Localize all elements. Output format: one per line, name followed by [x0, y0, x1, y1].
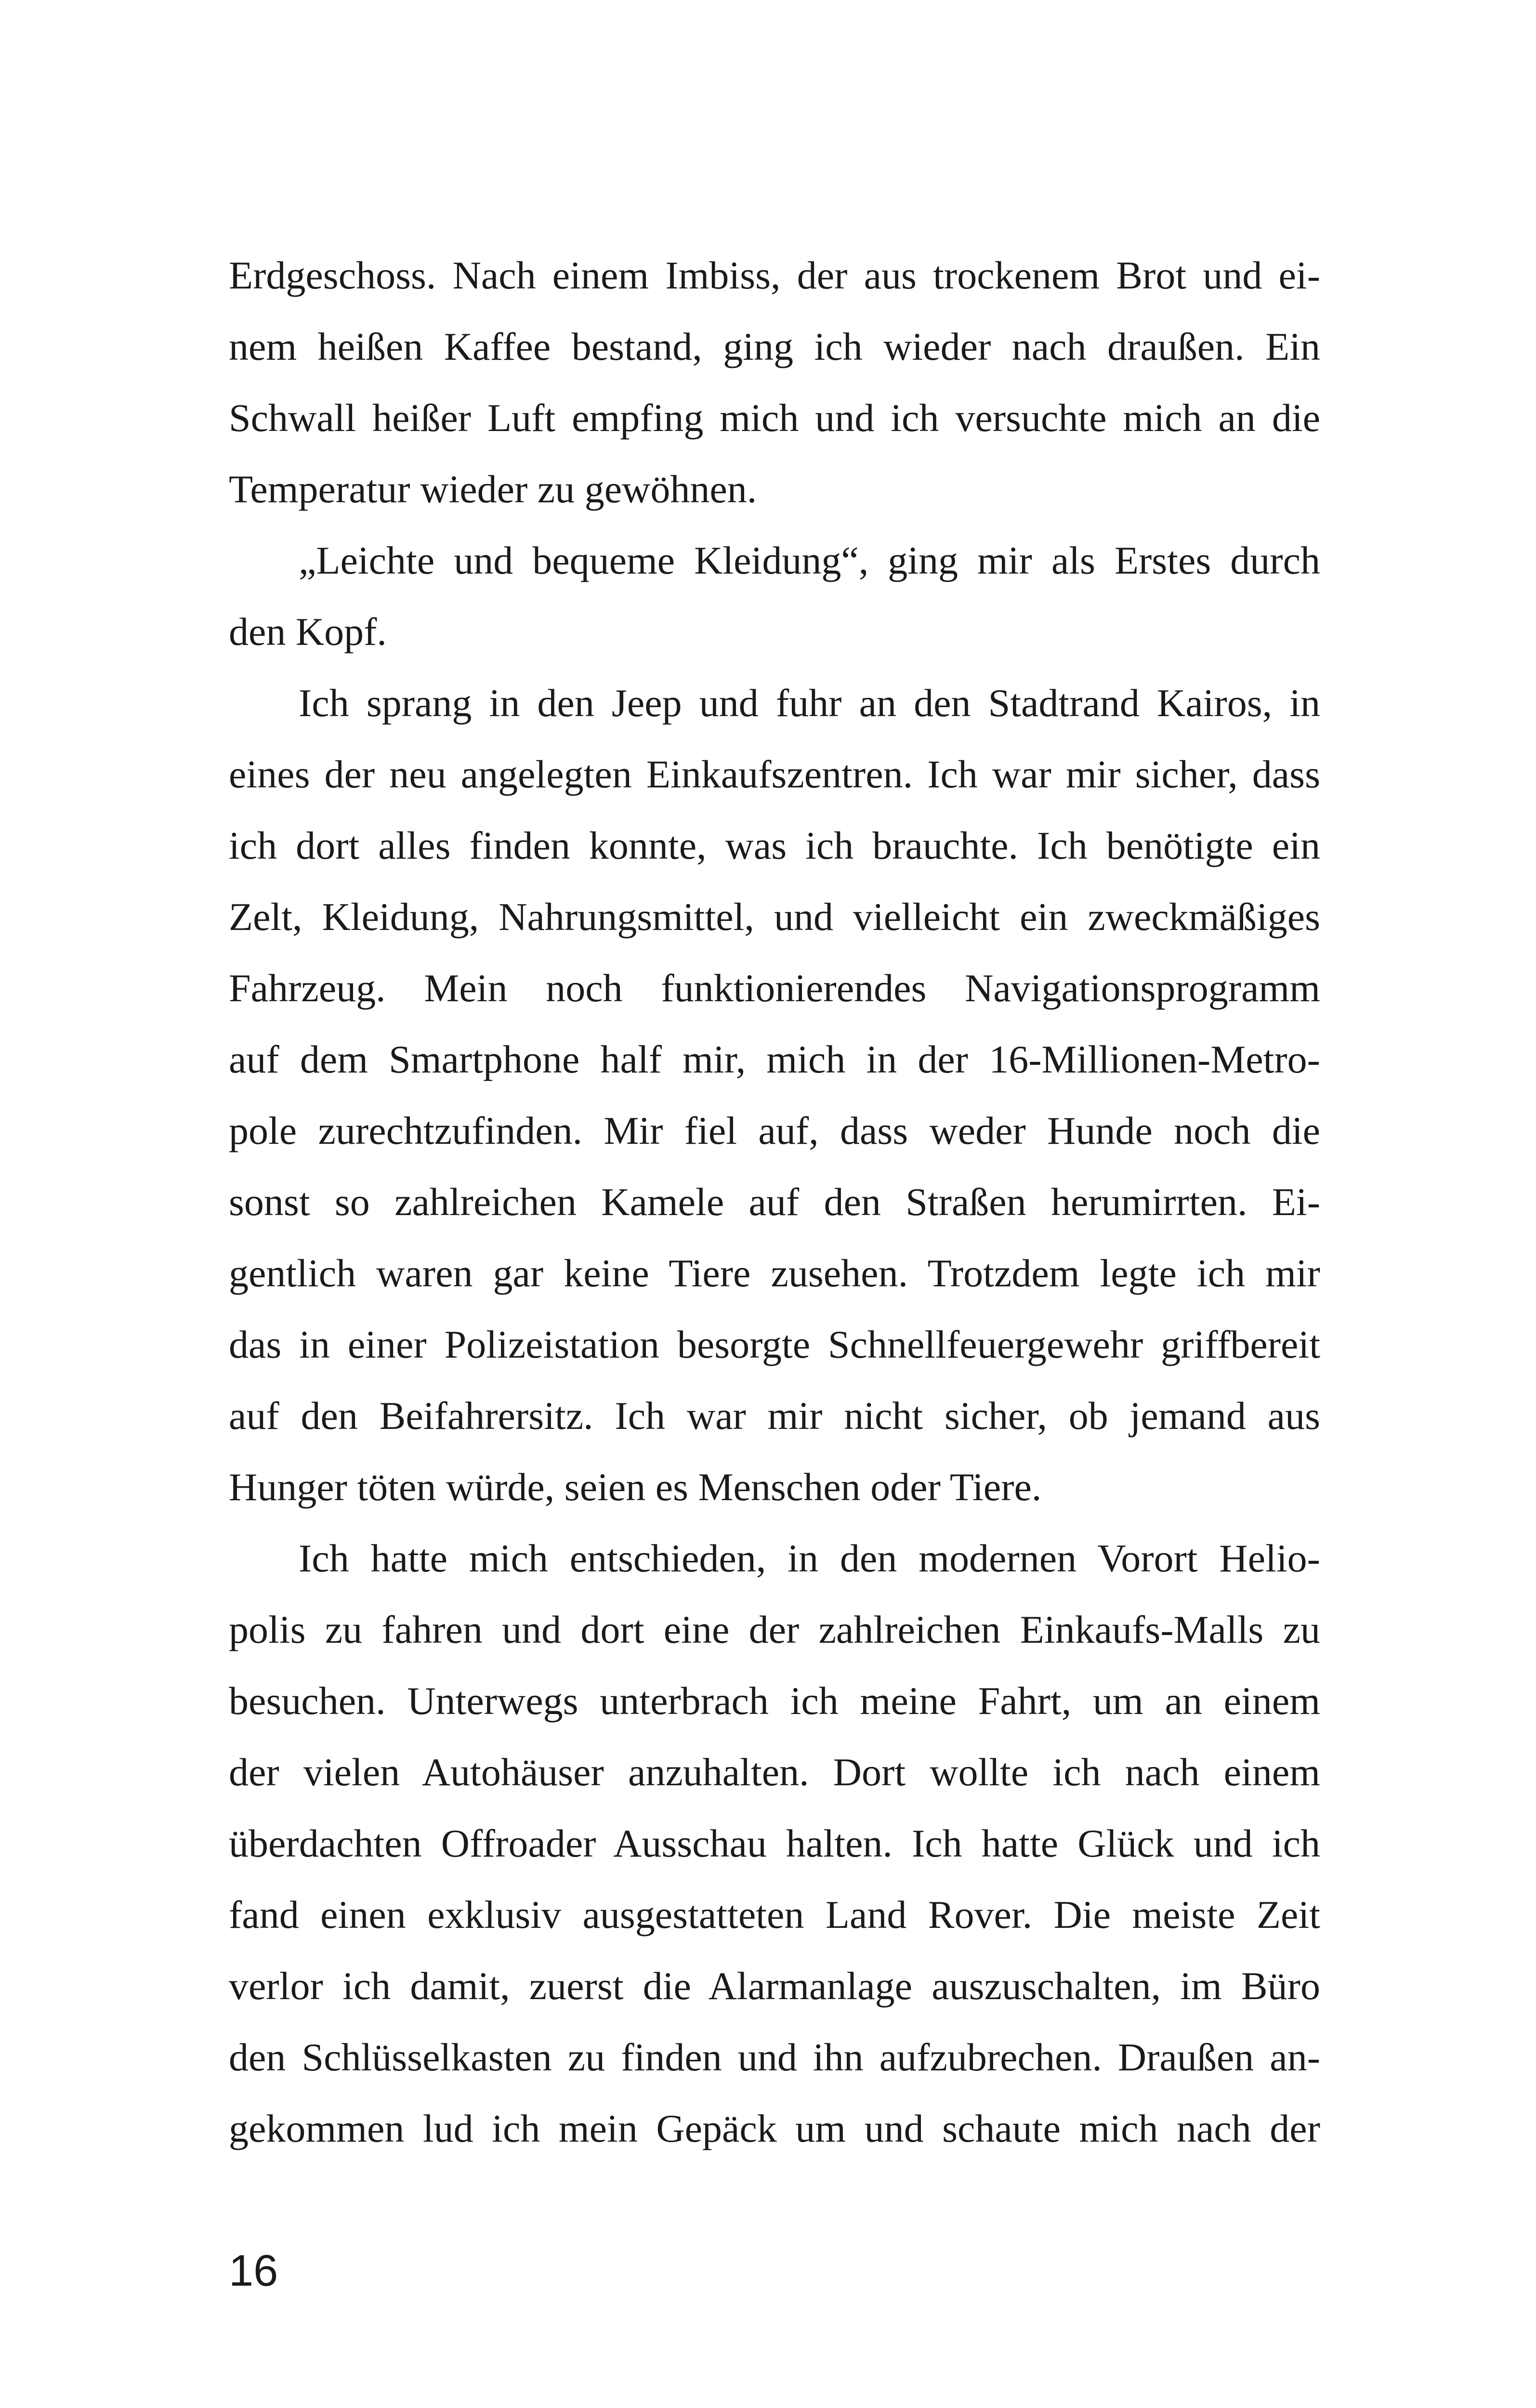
text-line: nem heißen Kaffee bestand, ging ich wieder nach draußen. Ein: [229, 325, 1320, 368]
text-line: den Kopf.: [229, 610, 387, 654]
text-line: Zelt, Kleidung, Nahrungsmittel, und vielleicht ein zweckmäßiges: [229, 895, 1320, 939]
text-line: Ich sprang in den Jeep und fuhr an den Stadtrand Kairos, in: [299, 681, 1320, 725]
text-line: „Leichte und bequeme Kleidung“, ging mir als Erstes durch: [299, 538, 1320, 582]
text-line: das in einer Polizeistation besorgte Schnellfeuergewehr griffbereit: [229, 1322, 1320, 1366]
text-line: verlor ich damit, zuerst die Alarmanlage auszuschalten, im Büro: [229, 1964, 1320, 2008]
text-line: ich dort alles finden konnte, was ich brauchte. Ich benötigte ein: [229, 824, 1320, 867]
text-line: fand einen exklusiv ausgestatteten Land Rover. Die meiste Zeit: [229, 1893, 1320, 1937]
text-line: gekommen lud ich mein Gepäck um und schaute mich nach der: [229, 2107, 1320, 2150]
text-line: eines der neu angelegten Einkaufszentren. Ich war mir sicher, dass: [229, 752, 1320, 796]
text-line: polis zu fahren und dort eine der zahlreichen Einkaufs-Malls zu: [229, 1608, 1320, 1651]
text-line: den Schlüsselkasten zu finden und ihn aufzubrechen. Draußen an-: [229, 2035, 1320, 2079]
text-line: Temperatur wieder zu gewöhnen.: [229, 467, 757, 511]
text-line: Ich hatte mich entschieden, in den modernen Vorort Helio-: [299, 1536, 1320, 1580]
text-line: Erdgeschoss. Nach einem Imbiss, der aus trockenem Brot und ei-: [229, 253, 1320, 297]
text-line: sonst so zahlreichen Kamele auf den Straßen herumirrten. Ei-: [229, 1180, 1320, 1224]
page-number: 16: [229, 2246, 278, 2295]
text-line: besuchen. Unterwegs unterbrach ich meine Fahrt, um an einem: [229, 1679, 1320, 1723]
text-line: pole zurechtzufinden. Mir fiel auf, dass weder Hunde noch die: [229, 1109, 1320, 1152]
text-line: überdachten Offroader Ausschau halten. Ich hatte Glück und ich: [229, 1821, 1320, 1865]
body-text: [229, 240, 1320, 2164]
text-line: gentlich waren gar keine Tiere zusehen. Trotzdem legte ich mir: [229, 1251, 1320, 1295]
text-line: der vielen Autohäuser anzuhalten. Dort wollte ich nach einem: [229, 1750, 1320, 1794]
text-line: Fahrzeug. Mein noch funktionierendes Navigationsprogramm: [229, 966, 1320, 1010]
text-line: Schwall heißer Luft empfing mich und ich versuchte mich an die: [229, 396, 1320, 440]
text-line: Hunger töten würde, seien es Menschen oder Tiere.: [229, 1465, 1042, 1509]
text-line: auf den Beifahrersitz. Ich war mir nicht sicher, ob jemand aus: [229, 1394, 1320, 1438]
text-line: auf dem Smartphone half mir, mich in der 16-Millionen-Metro-: [229, 1037, 1320, 1081]
